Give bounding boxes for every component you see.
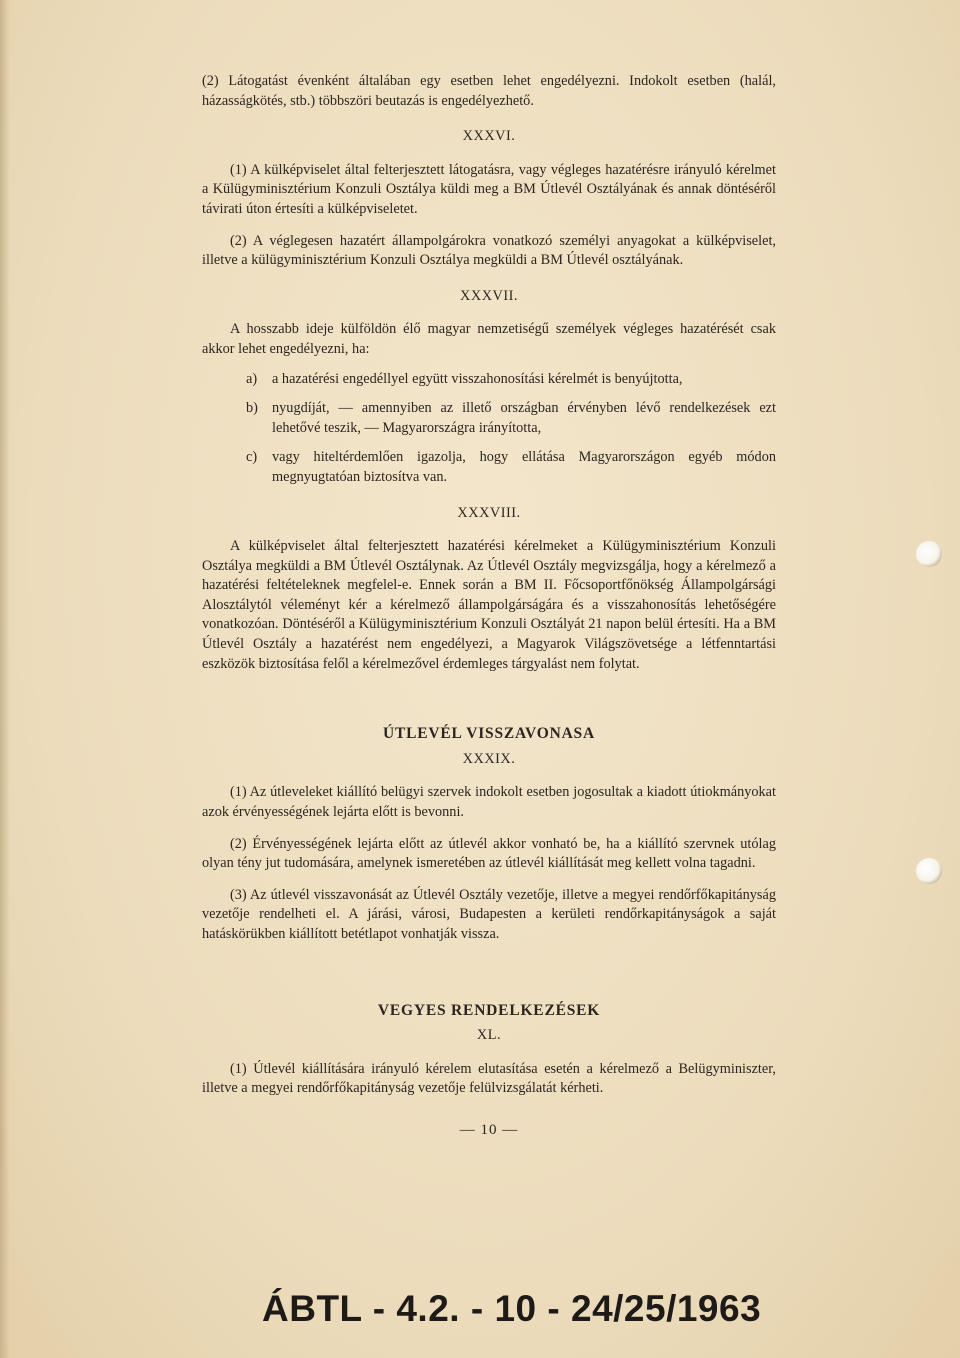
- section-number: XXXVI.: [462, 128, 516, 145]
- paragraph: (2) A véglegesen hazatért állampolgárokra vonatkozó személyi anyagokat a külképviselet, illetve a külügyminisztérium Konzuli Osztálya megküldi a BM Útlevél osztályának.: [202, 232, 776, 269]
- list-item-label: c): [246, 449, 258, 466]
- page-number: — 10 —: [459, 1121, 519, 1138]
- paragraph: A külképviselet által felterjesztett hazatérési kérelmeket a Külügyminisztérium Konzuli Osztálya megküldi a BM Útlevél Osztálynak. Az Útlevél Osztály megvizsgálja, hogy a kérelmező a hazatérési feltételeknek megfelel-e. Ennek során a BM II. Főcsoportfőnökség Állampolgársági Alosztálytól véleményt kér a kérelmező állampolgárságára és a visszahonosítás lehetőségére vonatkozóan. Döntéséről a Külügyminisztérium Konzuli Osztályát 21 napon belül értesíti. Ha a BM Útlevél Osztály a hazatérést nem engedélyezi, a Magyarok Világszövetsége a létfenntartási eszközök biztosítása felől a kérelmezővel érdemleges tárgyalást nem folytat.: [202, 538, 776, 672]
- section-number: XXXVII.: [460, 287, 518, 304]
- section-number: XXXIX.: [462, 750, 516, 767]
- punch-hole: [916, 858, 942, 884]
- section-heading: ÚTLEVÉL VISSZAVONASA: [383, 725, 595, 743]
- document-body: [202, 72, 776, 1141]
- paragraph: (1) Az útleveleket kiállító belügyi szervek indokolt esetben jogosultak a kiadott útiokmányokat azok érvényességének lejárta előtt is bevonni.: [202, 784, 776, 821]
- paper-edge: [0, 0, 10, 1358]
- list-item-text: a hazatérési engedéllyel együtt visszahonosítási kérelmét is benyújtotta,: [272, 370, 683, 387]
- section-heading: VEGYES RENDELKEZÉSEK: [377, 1001, 601, 1019]
- list-item: [202, 448, 776, 487]
- paragraph: (1) Útlevél kiállítására irányuló kérelem elutasítása esetén a kérelmező a Belügyminiszter, illetve a megyei rendőrfőkapitányság vezetője felülvizsgálatát kérheti.: [202, 1060, 776, 1097]
- section-number: XL.: [476, 1027, 502, 1044]
- punch-hole: [916, 541, 942, 567]
- paragraph: (2) Látogatást évenként általában egy esetben lehet engedélyezni. Indokolt esetben (halál, házasságkötés, stb.) többszöri beutazás is engedélyezhető.: [202, 73, 776, 109]
- archive-stamp: ÁBTL - 4.2. - 10 - 24/25/1963: [262, 1288, 762, 1329]
- paragraph: (3) Az útlevél visszavonását az Útlevél Osztály vezetője, illetve a megyei rendőrfőkapitányság vezetője rendelheti el. A járási, városi, Budapesten a kerületi rendőrkapitányságok a saját hatáskörükben kiállított betétlapot vonhatják vissza.: [202, 886, 776, 942]
- list-item-text: vagy hiteltérdemlően igazolja, hogy ellátása Magyarországon egyéb módon megnyugtatóan biztosítva van.: [272, 449, 776, 485]
- section-number: XXXVIII.: [457, 504, 521, 521]
- paragraph: A hosszabb ideje külföldön élő magyar nemzetiségű személyek végleges hazatérését csak akkor lehet engedélyezni, ha:: [202, 321, 776, 357]
- paragraph: (1) A külképviselet által felterjesztett látogatásra, vagy végleges hazatérésre irányuló kérelmet a Külügyminisztérium Konzuli Osztálya küldi meg a BM Útlevél Osztályának és annak döntéséről távirati úton értesíti a külképviseletet.: [202, 161, 776, 217]
- paragraph: (2) Érvényességének lejárta előtt az útlevél akkor vonható be, ha a kiállító szervnek utólag olyan tény jut tudomására, amelynek ismeretében az útlevél kiállítását meg kellett volna tagadni.: [202, 835, 776, 872]
- list-item: [202, 399, 776, 438]
- list-item-label: b): [246, 400, 258, 417]
- list-item-text: nyugdíját, — amennyiben az illető országban érvényben lévő rendelkezések ezt lehetővé teszik, — Magyarországra irányította,: [272, 400, 776, 436]
- list-item-label: a): [246, 370, 258, 387]
- list-item: [202, 370, 776, 390]
